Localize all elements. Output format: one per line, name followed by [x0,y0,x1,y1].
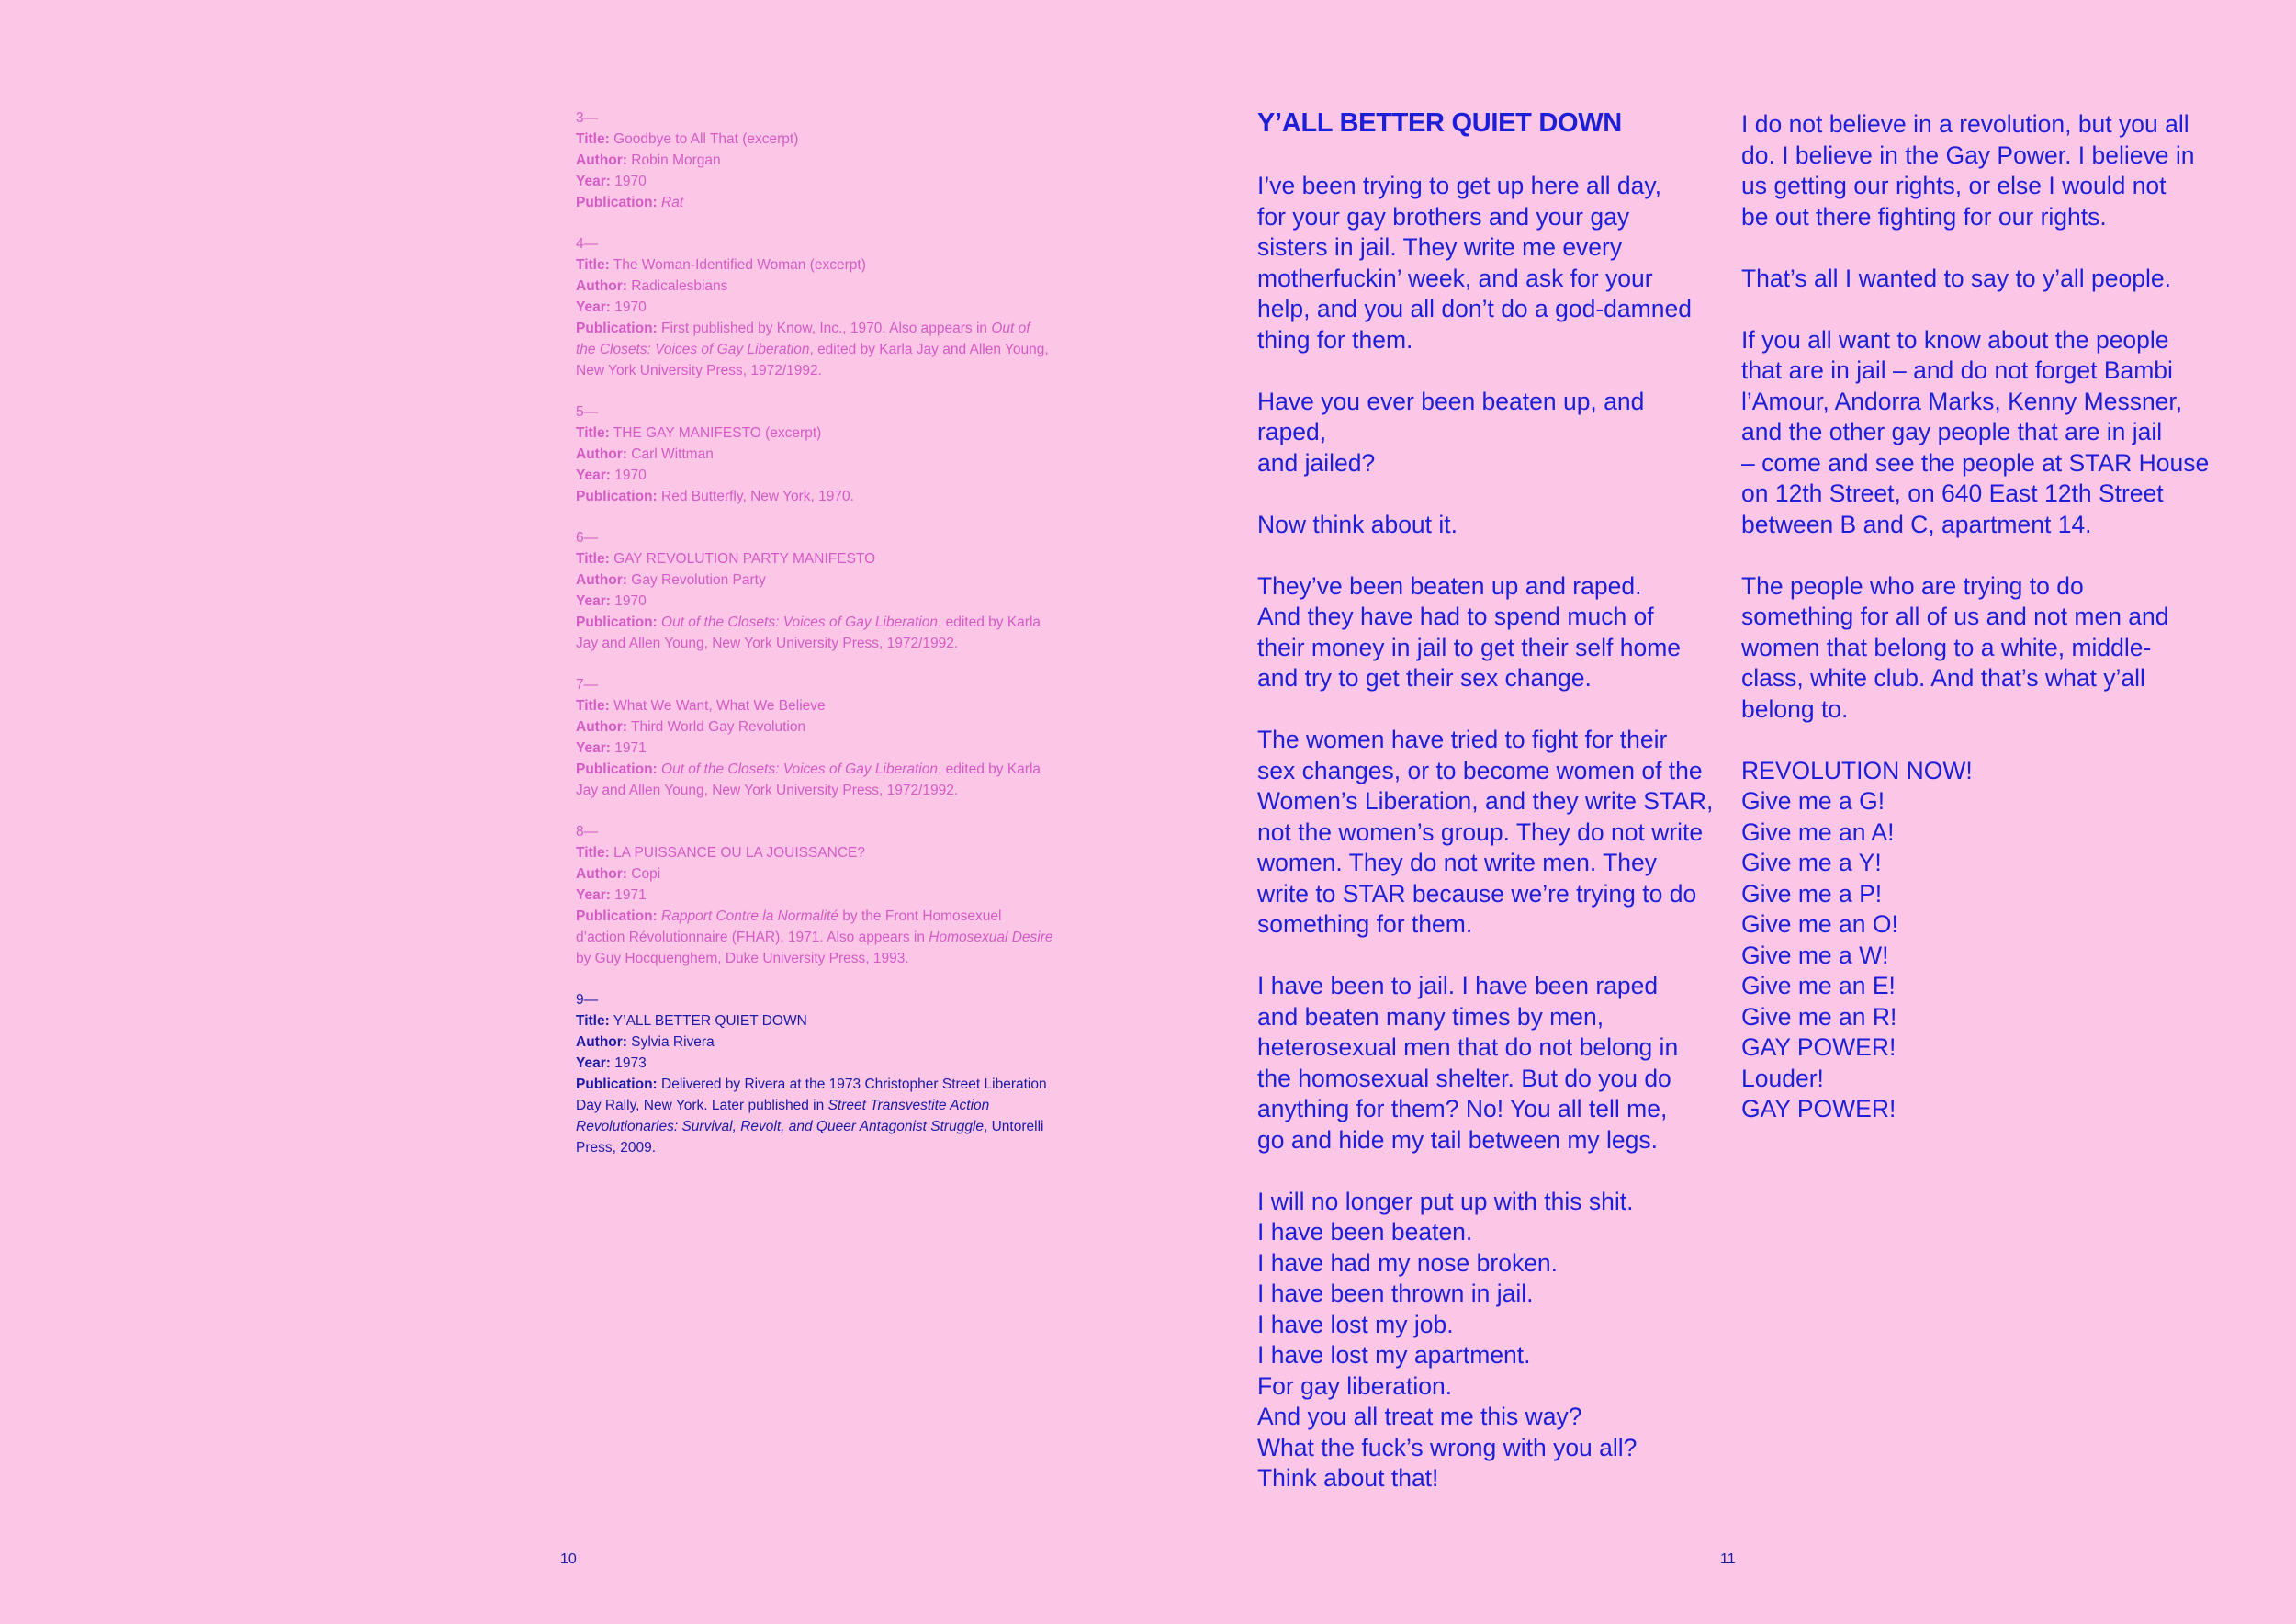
note-author: Carl Wittman [631,446,714,462]
note-publication-title: Out of the Closets: Voices of Gay Liberation [661,761,938,777]
page-number-left: 10 [560,1551,577,1567]
note-title: LA PUISSANCE OU LA JOUISSANCE? [613,845,865,861]
note-number: 3— [576,110,599,126]
note-publication-post-2: by Guy Hocquenghem, Duke University Press, 1993. [576,951,909,966]
note-title: Goodbye to All That (excerpt) [613,131,799,147]
paragraph: Have you ever been beaten up, and raped, and jailed? [1257,387,1645,477]
chant: REVOLUTION NOW! Give me a G! Give me an A! Give me a Y! Give me a P! Give me an O! Give me a W! Give me an E! Give me an R! GAY POWER! Louder! GAY POWER! [1741,756,1973,1122]
note-author: Third World Gay Revolution [630,719,806,735]
note-publication-post: , edited by Karla Jay and Allen Young, New York University Press, 1972/1992. [576,615,1041,651]
title-label: Title: [576,257,610,273]
paragraph: If you all want to know about the people that are in jail – and do not forget Bambi l’Amour, Andorra Marks, Kenny Messner, and the other gay people that are in jail – come and see the people at STAR House on 12th Street, on 640 East 12th Street between B and C, apartment 14. [1741,325,2210,538]
note-3 [576,107,1053,213]
note-publication-pre: Red Butterfly, New York, 1970. [661,489,854,504]
speech-column-1 [1257,171,1716,1525]
note-publication-title: Out of the Closets: Voices of Gay Liberation [661,615,938,630]
note-author: Radicalesbians [631,278,728,294]
note-author: Copi [631,866,661,882]
author-label: Author: [576,152,627,168]
note-year: 1970 [614,468,647,483]
paragraph: I do not believe in a revolution, but you all do. I believe in the Gay Power. I believe in us getting our rights, or else I would not be out there fighting for our rights. [1741,110,2195,231]
note-title: GAY REVOLUTION PARTY MANIFESTO [613,551,876,567]
note-author: Gay Revolution Party [631,572,766,588]
note-5 [576,401,1053,507]
author-label: Author: [576,719,627,735]
speech-title: Y’ALL BETTER QUIET DOWN [1257,108,1622,138]
title-label: Title: [576,698,610,714]
title-label: Title: [576,845,610,861]
author-label: Author: [576,572,627,588]
publication-label: Publication: [576,1077,658,1092]
publication-label: Publication: [576,908,658,924]
speech-column-2 [1741,109,2219,1156]
note-year: 1971 [614,887,647,903]
note-title: THE GAY MANIFESTO (excerpt) [613,425,822,441]
note-publication: Rat [661,195,684,210]
note-number: 9— [576,992,599,1008]
note-number: 5— [576,404,599,420]
note-publication-title: Street Transvestite Action Revolutionaries: Survival, Revolt, and Queer Antagonist Struggle [576,1098,990,1134]
paragraph: Now think about it. [1257,510,1458,538]
note-year: 1970 [614,593,647,609]
year-label: Year: [576,593,611,609]
year-label: Year: [576,887,611,903]
note-publication-post: , Untorelli Press, 2009. [576,1119,1044,1156]
note-7 [576,674,1053,801]
page-number-right: 11 [1720,1551,1736,1567]
note-publication-post: by the Front Homosexuel d’action Révolutionnaire (FHAR), 1971. Also appears in [576,908,1002,945]
note-6 [576,527,1053,654]
note-number: 4— [576,236,599,252]
author-label: Author: [576,278,627,294]
year-label: Year: [576,174,611,189]
note-publication-post: , edited by Karla Jay and Allen Young, New York University Press, 1972/1992. [576,342,1049,378]
note-number: 6— [576,530,599,546]
year-label: Year: [576,299,611,315]
note-8 [576,821,1053,969]
note-number: 8— [576,824,599,840]
year-label: Year: [576,468,611,483]
author-label: Author: [576,446,627,462]
author-label: Author: [576,866,627,882]
note-publication-pre: First published by Know, Inc., 1970. Also appears in [661,321,992,336]
paragraph: The women have tried to fight for their sex changes, or to become women of the Women’s Liberation, and they write STAR, not the women’s group. They do not write women. They do not write men. They write to STAR because we’re trying to do something for them. [1257,726,1714,938]
note-4 [576,233,1053,381]
note-year: 1973 [614,1055,647,1071]
note-publication-title: Rapport Contre la Normalité [661,908,838,924]
year-label: Year: [576,1055,611,1071]
paragraph: I will no longer put up with this shit. I have been beaten. I have had my nose broken. I have been thrown in jail. I have lost my job. I have lost my apartment. For gay liberation. And you all treat me this way? What the fuck’s wrong with you all? Think about that! [1257,1187,1638,1492]
title-label: Title: [576,1013,610,1029]
note-author: Sylvia Rivera [631,1034,715,1050]
note-number: 7— [576,677,599,693]
publication-label: Publication: [576,195,658,210]
publication-label: Publication: [576,321,658,336]
year-label: Year: [576,740,611,756]
author-label: Author: [576,1034,627,1050]
title-label: Title: [576,131,610,147]
note-year: 1971 [614,740,647,756]
paragraph: I’ve been trying to get up here all day, for your gay brothers and your gay sisters in jail. They write me every motherfuckin’ week, and ask for your help, and you all don’t do a god-damned thing for them. [1257,172,1692,354]
note-year: 1970 [614,299,647,315]
paragraph: They’ve been beaten up and raped. And they have had to spend much of their money in jail to get their self home and try to get their sex change. [1257,571,1682,692]
source-notes [576,107,1053,1179]
publication-label: Publication: [576,489,658,504]
note-publication-title-2: Homosexual Desire [929,930,1053,945]
note-title: What We Want, What We Believe [613,698,826,714]
title-label: Title: [576,425,610,441]
note-publication-title: Out of the Closets: Voices of Gay Liberation [576,321,1030,357]
note-title: The Woman-Identified Woman (excerpt) [613,257,866,273]
paragraph: I have been to jail. I have been raped and beaten many times by men, heterosexual men that do not belong in the homosexual shelter. But do you do anything for them? No! You all tell me, go and hide my tail between my legs. [1257,972,1679,1154]
note-9 [576,989,1053,1158]
publication-label: Publication: [576,761,658,777]
note-year: 1970 [614,174,647,189]
note-author: Robin Morgan [631,152,721,168]
note-publication-pre: Delivered by Rivera at the 1973 Christopher Street Liberation Day Rally, New York. Later published in [576,1077,1047,1113]
title-label: Title: [576,551,610,567]
note-title: Y’ALL BETTER QUIET DOWN [613,1013,807,1029]
paragraph: That’s all I wanted to say to y’all people. [1741,264,2171,292]
paragraph: The people who are trying to do something for all of us and not men and women that belong to a white, middle- class, white club. And that’s what y’all belong to. [1741,571,2169,723]
publication-label: Publication: [576,615,658,630]
note-publication-post: , edited by Karla Jay and Allen Young, New York University Press, 1972/1992. [576,761,1041,798]
